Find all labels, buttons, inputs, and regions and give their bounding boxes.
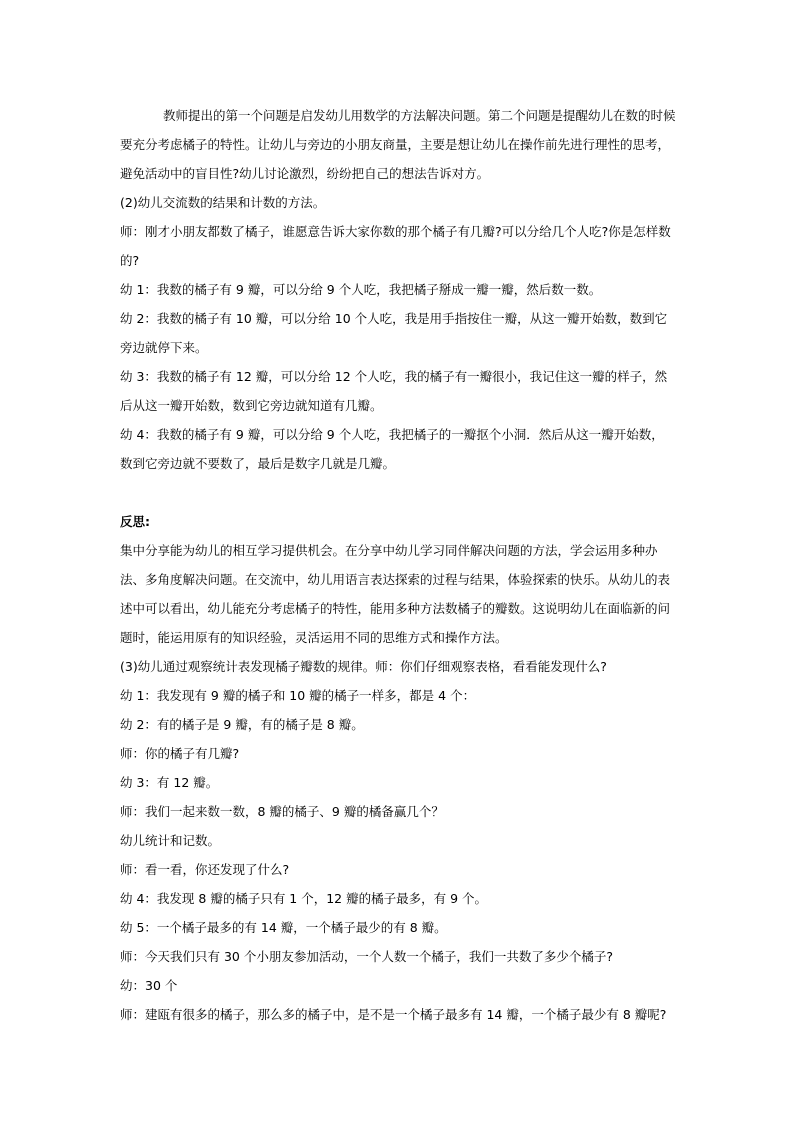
paragraph-dialogue-8: 幼 4：我发现 8 瓣的橘子只有 1 个，12 瓣的橘子最多，有 9 个。 (120, 891, 488, 906)
paragraph-dialogue-1: 幼 1：我发现有 9 瓣的橘子和 10 瓣的橘子一样多，都是 4 个： (120, 688, 476, 703)
paragraph-dialogue-9: 幼 5：一个橘子最多的有 14 瓣，一个橘子最少的有 8 瓣。 (120, 920, 447, 935)
paragraph-dialogue-4: 幼 3：有 12 瓣。 (120, 775, 219, 790)
paragraph-reflection: 集中分享能为幼儿的相互学习提供机会。在分享中幼儿学习同伴解决问题的方法，学会运用多种办法、多角度解决问题。在交流中，幼儿用语言表达探索的过程与结果，体验探索的快乐。从幼儿的表述中可以看出，幼儿能充分考虑橘子的特性，能用多种方法数橘子的瓣数。这说明幼儿在面临新的问题时，能运用原有的知识经验，灵活运用不同的思维方式和操作方法。 (120, 543, 671, 645)
paragraph-dialogue-6: 幼儿统计和记数。 (120, 833, 221, 848)
paragraph-dialogue-3: 师：你的橘子有几瓣? (120, 746, 240, 761)
paragraph-dialogue-11: 幼：30 个 (120, 978, 178, 993)
paragraph-intro: 教师提出的第一个问题是启发幼儿用数学的方法解决问题。第二个问题是提醒幼儿在数的时候要充分考虑橘子的特性。让幼儿与旁边的小朋友商量，主要是想让幼儿在操作前先进行理性的思考，避免活动中的盲目性?幼儿讨论激烈，纷纷把自己的想法告诉对方。 (120, 108, 676, 181)
blank-line (120, 478, 676, 507)
paragraph-child-4: 幼 4：我数的橘子有 9 瓣，可以分给 9 个人吃，我把橘子的一瓣抠个小洞．然后从这一瓣开始数，数到它旁边就不要数了，最后是数字几就是几瓣。 (120, 427, 664, 471)
reflection-heading: 反思: (120, 514, 150, 529)
paragraph-dialogue-2: 幼 2：有的橘子是 9 瓣，有的橘子是 8 瓣。 (120, 717, 364, 732)
paragraph-dialogue-5: 师：我们一起来数一数，8 瓣的橘子、9 瓣的橘备赢几个？ (120, 804, 444, 819)
paragraph-section-3: (3)幼儿通过观察统计表发现橘子瓣数的规律。师：你们仔细观察表格，看看能发现什么? (120, 659, 607, 674)
paragraph-child-2: 幼 2：我数的橘子有 10 瓣，可以分给 10 个人吃，我是用手指按住一瓣，从这一瓣开始数，数到它旁边就停下来。 (120, 311, 668, 355)
paragraph-dialogue-10: 师：今天我们只有 30 个小朋友参加活动，一个人数一个橘子，我们一共数了多少个橘子? (120, 949, 613, 964)
paragraph-dialogue-7: 师：看一看，你还发现了什么? (120, 862, 290, 877)
document-page (120, 101, 676, 1029)
paragraph-section-2: (2)幼儿交流数的结果和计数的方法。 (120, 195, 326, 210)
paragraph-teacher-question: 师：刚才小朋友都数了橘子，谁愿意告诉大家你数的那个橘子有几瓣?可以分给几个人吃?你是怎样数的? (120, 224, 671, 268)
paragraph-child-1: 幼 1：我数的橘子有 9 瓣，可以分给 9 个人吃，我把橘子掰成一瓣一瓣，然后数一数。 (120, 282, 602, 297)
paragraph-child-3: 幼 3：我数的橘子有 12 瓣，可以分给 12 个人吃，我的橘子有一瓣很小，我记住这一瓣的样子，然后从这一瓣开始数，数到它旁边就知道有几瓣。 (120, 369, 668, 413)
paragraph-dialogue-12: 师：建瓯有很多的橘子，那么多的橘子中，是不是一个橘子最多有 14 瓣，一个橘子最少有 8 瓣呢? (120, 1007, 667, 1022)
